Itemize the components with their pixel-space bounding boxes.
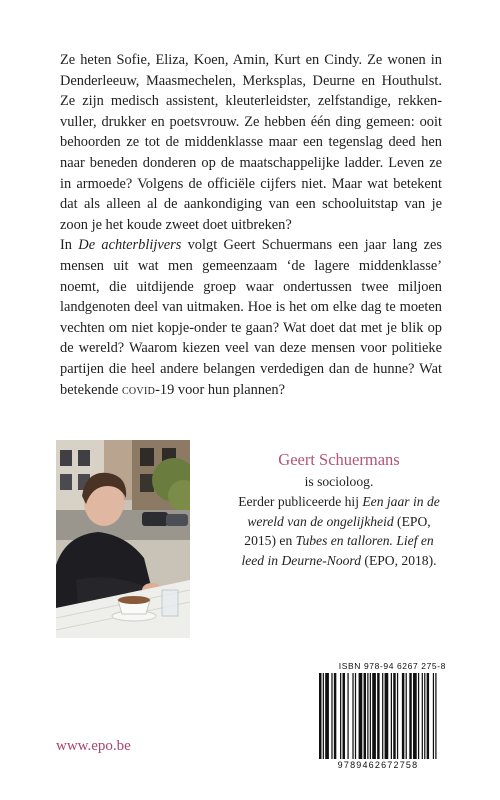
barcode-bar (343, 673, 345, 759)
author-photo (56, 440, 190, 638)
barcode-bar (382, 673, 383, 759)
barcode-bar (347, 673, 348, 759)
barcode-bar (424, 673, 425, 759)
barcode-bar (422, 673, 423, 759)
isbn-number: 9789462672758 (337, 760, 419, 770)
barcode-bar (364, 673, 366, 759)
author-bio (232, 449, 446, 571)
barcode-bar (355, 673, 356, 759)
barcode-bar (397, 673, 398, 759)
author-name: Geert Schuermans (278, 450, 400, 469)
barcode-graphic (319, 673, 439, 759)
blurb-paragraph-2-suffix: -19 voor hun plannen? (155, 381, 285, 398)
barcode-bar (323, 673, 324, 759)
barcode-bar (372, 673, 376, 759)
book2-info: (EPO, 2018). (361, 553, 437, 569)
author-bio-line1: Eerder publiceerde hij (238, 493, 363, 509)
barcode-bar (391, 673, 392, 759)
barcode-bar (359, 673, 363, 759)
barcode-bar (331, 673, 332, 759)
barcode-bar (367, 673, 368, 759)
book1-title: Een jaar in de wereld van de ongelijkheid (247, 493, 440, 529)
blurb-paragraph-1: Ze heten Sofie, Eliza, Koen, Amin, Kurt en Cindy. Ze wonen in Denderleeuw, Maasmechelen, Merksplas, Deurne en Houthulst. Ze zijn medisch assistent, kleuterleidster, zelfstandige, rekkenvuller, drukker en poetsvrouw. Ze hebben één ding gemeen: ooit behoorden ze tot de middenklasse maar een tegenslag deed hen naar beneden donderen op de maatschappelijke ladder. Leven ze in armoede? Volgens de officiële cijfers niet. Maar wat betekent dat als alleen al de aankondiging van een schooluitstap van je zoon je het koude zweet doet uitbreken? (60, 52, 442, 233)
book2-title: Tubes en talloren. Lief en leed in Deurne-Noord (241, 533, 434, 569)
barcode-bar (319, 673, 321, 759)
barcode-bar (377, 673, 379, 759)
barcode-bar (402, 673, 404, 759)
blurb-paragraph-2 (60, 235, 442, 400)
barcode-bar (433, 673, 434, 759)
blurb-paragraph-2-main: volgt Geert Schuermans een jaar lang zes mensen uit wat men gemeenzaam ‘de lagere middenklasse’ noemt, die uitdijende groep waar ondertussen twee miljoen landgenoten deel van uitmaken. Hoe is het om elke dag te moeten vechten om niet kopje-onder te gaan? Wat doet dat met je blik op de wereld? Waarom kiezen veel van deze mensen voor politieke partijen die heel andere belangen verdedigen dan de hunne? Wat betekende (60, 237, 442, 398)
barcode-bar (418, 673, 419, 759)
book-title-inline: De achterblijvers (78, 237, 182, 254)
barcode-bar (406, 673, 407, 759)
barcode-bar (334, 673, 336, 759)
barcode-bar (340, 673, 341, 759)
barcode-bar (325, 673, 329, 759)
barcode-bar (409, 673, 411, 759)
barcode-bar (435, 673, 436, 759)
barcode-bar (352, 673, 353, 759)
author-bio-en: en (279, 533, 296, 549)
isbn-barcode (310, 661, 446, 775)
author-role: is socioloog. (304, 474, 374, 489)
blurb-text (60, 50, 442, 400)
barcode-bar (413, 673, 417, 759)
barcode-bar (393, 673, 395, 759)
covid-smallcaps: covid (121, 381, 156, 398)
barcode-bar (370, 673, 371, 759)
publisher-website: www.epo.be (56, 738, 131, 754)
barcode-bar (427, 673, 429, 759)
book1-info: (EPO, 2015) (244, 513, 431, 549)
barcode-bar (385, 673, 389, 759)
isbn-label: ISBN 978-94 6267 275-8 (338, 661, 446, 671)
blurb-paragraph-2-prefix: In (60, 237, 79, 254)
